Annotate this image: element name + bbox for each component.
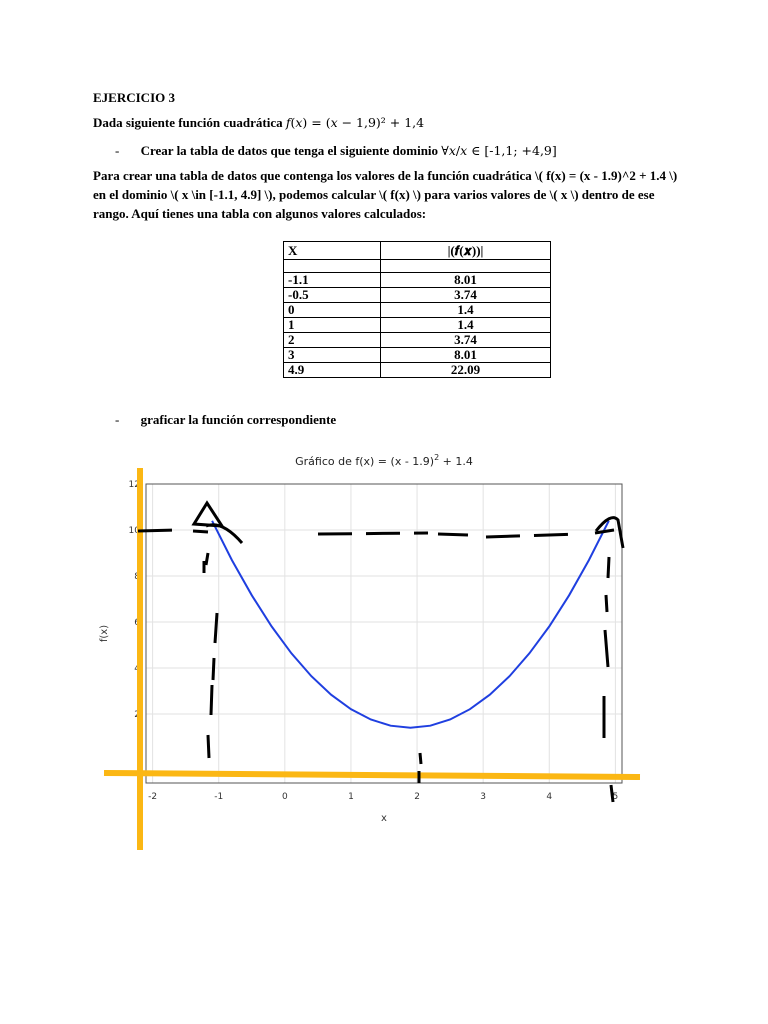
table-row [284,318,551,333]
y-axis-label: f(x) [99,624,110,643]
cell-x: 1 [284,318,381,333]
cell-x: 3 [284,348,381,363]
bullet-text: Crear la tabla de datos que tenga el siguiente dominio [140,143,439,158]
cell-fx: 8.01 [381,348,551,363]
statement-formula: 𝑓(𝑥) = (𝑥 − 1,9)² + 1,4 [285,115,425,130]
x-tick-label: -1 [214,792,224,802]
dashed-drop-line-left [204,553,217,758]
x-tick-label: 2 [414,792,420,802]
y-tick-label: 6 [134,618,140,628]
exercise-statement [93,115,424,131]
x-tick-label: 3 [480,792,487,802]
dashed-drop-line-right [604,557,613,802]
table-row [284,363,551,378]
bullet-dash: - [115,412,120,427]
x-tick-label: -2 [148,792,158,802]
cell-fx: 3.74 [381,288,551,303]
cell-x: -0.5 [284,288,381,303]
cell-x: 4.9 [284,363,381,378]
grid [146,484,622,783]
highlighted-x-axis-stroke [104,773,640,777]
bullet-text: graficar la función correspondiente [140,412,337,427]
bullet-graph [115,412,336,428]
cell-fx: 22.09 [381,363,551,378]
peak-marker-left [194,503,242,543]
table-row [284,288,551,303]
explanation-paragraph: Para crear una tabla de datos que contenga los valores de la función cuadrática \( f(x) = (x - 1.9)^2 + 1.4 \) en el dominio \( x \in [-1.1, 4.9] \), podemos calcular \( f(x) \) para varios valores de \( x \) dentro de ese rango. Aquí tienes una tabla con algunos valores calculados: [93,168,678,221]
tick-labels [129,480,619,802]
y-tick-label: 10 [128,526,140,536]
exercise-heading: EJERCICIO 3 [93,90,175,105]
table-row [284,348,551,363]
y-tick-label: 2 [134,710,140,720]
bullet-create-table [115,143,557,159]
cell-fx: 3.74 [381,333,551,348]
x-tick-label: 4 [546,792,553,802]
dashed-drop-line-vertex [419,753,421,783]
cell-x: 2 [284,333,381,348]
table-row [284,273,551,288]
chart-title: Gráfico de f(x) = (x - 1.9)$^2$ + 1.4 [295,453,473,468]
table-row [284,333,551,348]
domain-formula: ∀𝑥/𝑥 ∈ [-1,1; +4,9] [441,143,557,158]
bullet-dash: - [115,143,120,158]
header-fx: |(𝒇(𝒙))| [381,242,551,260]
cell-x: -1.1 [284,273,381,288]
table-header-row [284,242,551,260]
dashed-max-line [138,530,614,537]
table-row [284,303,551,318]
cell-x: 0 [284,303,381,318]
x-axis-label: x [381,813,387,824]
cell-fx: 8.01 [381,273,551,288]
values-table [283,241,551,378]
x-tick-label: 5 [612,792,619,802]
table-blank-row [284,260,551,273]
y-tick-label: 8 [134,572,140,582]
y-tick-label: 4 [134,664,140,674]
handwritten-annotations [104,468,640,850]
plot-frame [146,484,622,783]
cell-fx: 1.4 [381,318,551,333]
function-chart [0,440,768,865]
x-tick-label: 0 [281,792,288,802]
x-tick-label: 1 [348,792,354,802]
y-tick-label: 12 [128,480,140,490]
chart-svg [0,440,768,860]
header-x: X [284,242,381,260]
statement-text: Dada siguiente función cuadrática [93,115,283,130]
cell-fx: 1.4 [381,303,551,318]
